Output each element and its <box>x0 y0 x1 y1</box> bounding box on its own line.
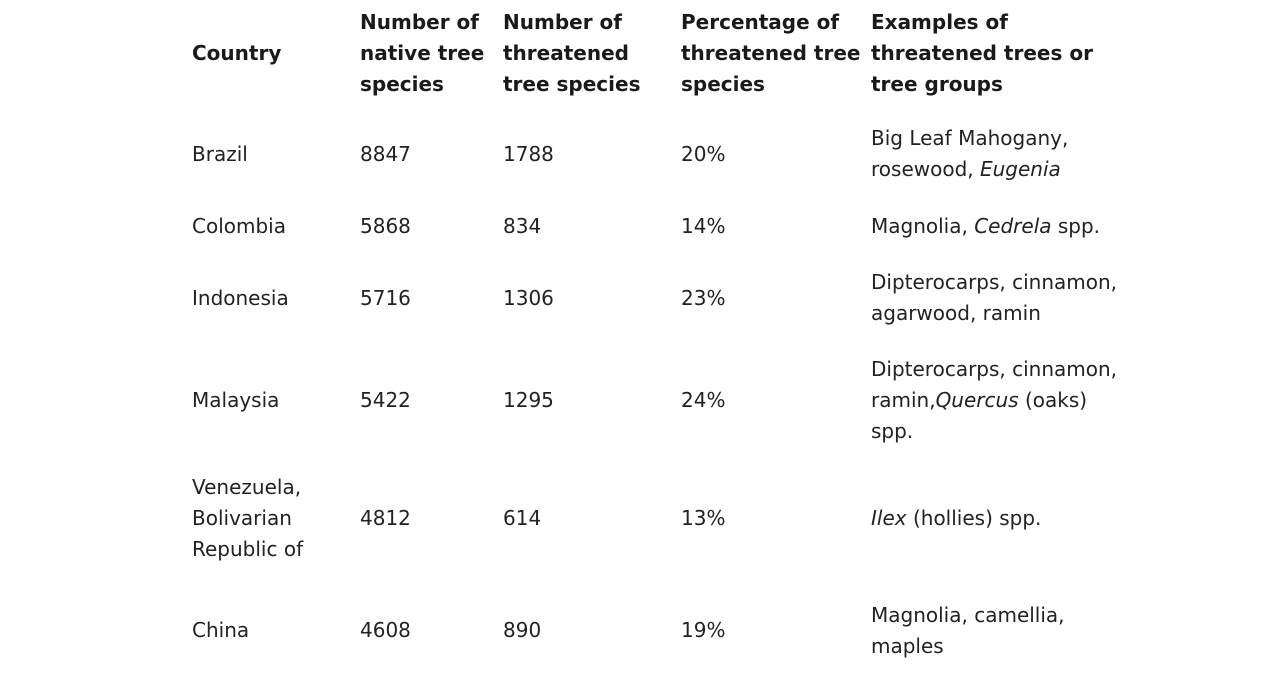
table-row <box>192 582 1122 679</box>
cell-percent: 13% <box>681 505 726 530</box>
example-segment: spp. <box>1051 213 1101 238</box>
cell-percent: 14% <box>681 213 726 238</box>
table-row <box>192 202 1122 250</box>
cell-country: Colombia <box>192 213 286 238</box>
example-segment: (oaks) spp. <box>871 387 1088 443</box>
cell-threatened: 1788 <box>503 141 554 166</box>
header-percentage-threatened: Percentage of threatened tree species <box>681 9 861 96</box>
cell-native: 4812 <box>360 505 411 530</box>
table-body <box>192 106 1122 679</box>
example-segment: Magnolia, camellia, maples <box>871 602 1065 658</box>
header-examples: Examples of threatened trees or tree groups <box>871 9 1093 96</box>
cell-native: 5422 <box>360 387 411 412</box>
cell-percent: 20% <box>681 141 726 166</box>
cell-threatened: 1295 <box>503 387 554 412</box>
cell-country: China <box>192 618 250 642</box>
cell-examples <box>871 582 1122 679</box>
cell-threatened: 890 <box>503 618 542 642</box>
header-native-species: Number of native tree species <box>360 9 485 96</box>
table-row <box>192 250 1122 346</box>
cell-threatened: 834 <box>503 213 542 238</box>
cell-examples <box>871 106 1122 202</box>
cell-examples <box>871 202 1122 250</box>
cell-country: Indonesia <box>192 285 289 310</box>
header-country: Country <box>192 40 282 65</box>
cell-examples <box>871 250 1122 346</box>
cell-native: 8847 <box>360 141 411 166</box>
cell-percent: 23% <box>681 285 726 310</box>
header-threatened-species: Number of threatened tree species <box>503 9 641 96</box>
cell-country: Brazil <box>192 141 248 166</box>
cell-threatened: 1306 <box>503 285 554 310</box>
cell-country: Malaysia <box>192 387 280 412</box>
example-segment: (hollies) spp. <box>906 505 1042 530</box>
example-segment: Big Leaf Mahogany, rosewood, <box>871 126 1069 181</box>
example-segment-italic: Quercus <box>935 387 1019 412</box>
cell-country: Venezuela, Bolivarian Republic of <box>192 474 304 561</box>
cell-percent: 19% <box>681 618 726 642</box>
table-row <box>192 106 1122 202</box>
cell-examples <box>871 454 1122 582</box>
cell-examples <box>871 346 1122 454</box>
cell-native: 5716 <box>360 285 411 310</box>
example-segment-italic: Eugenia <box>979 157 1061 181</box>
example-segment-italic: Cedrela <box>974 213 1052 238</box>
example-segment: Dipterocarps, cinnamon, ramin, <box>871 356 1118 412</box>
cell-native: 4608 <box>360 618 411 642</box>
header-row <box>192 0 1122 106</box>
example-segment: Dipterocarps, cinnamon, agarwood, ramin <box>871 270 1118 325</box>
cell-threatened: 614 <box>503 505 542 530</box>
table-header <box>192 0 1122 106</box>
example-segment-italic: Ilex <box>871 505 907 530</box>
threatened-trees-table <box>192 0 1122 679</box>
cell-native: 5868 <box>360 213 411 238</box>
example-segment: Magnolia, <box>871 213 975 238</box>
table-row <box>192 346 1122 454</box>
cell-percent: 24% <box>681 387 726 412</box>
table-row <box>192 454 1122 582</box>
